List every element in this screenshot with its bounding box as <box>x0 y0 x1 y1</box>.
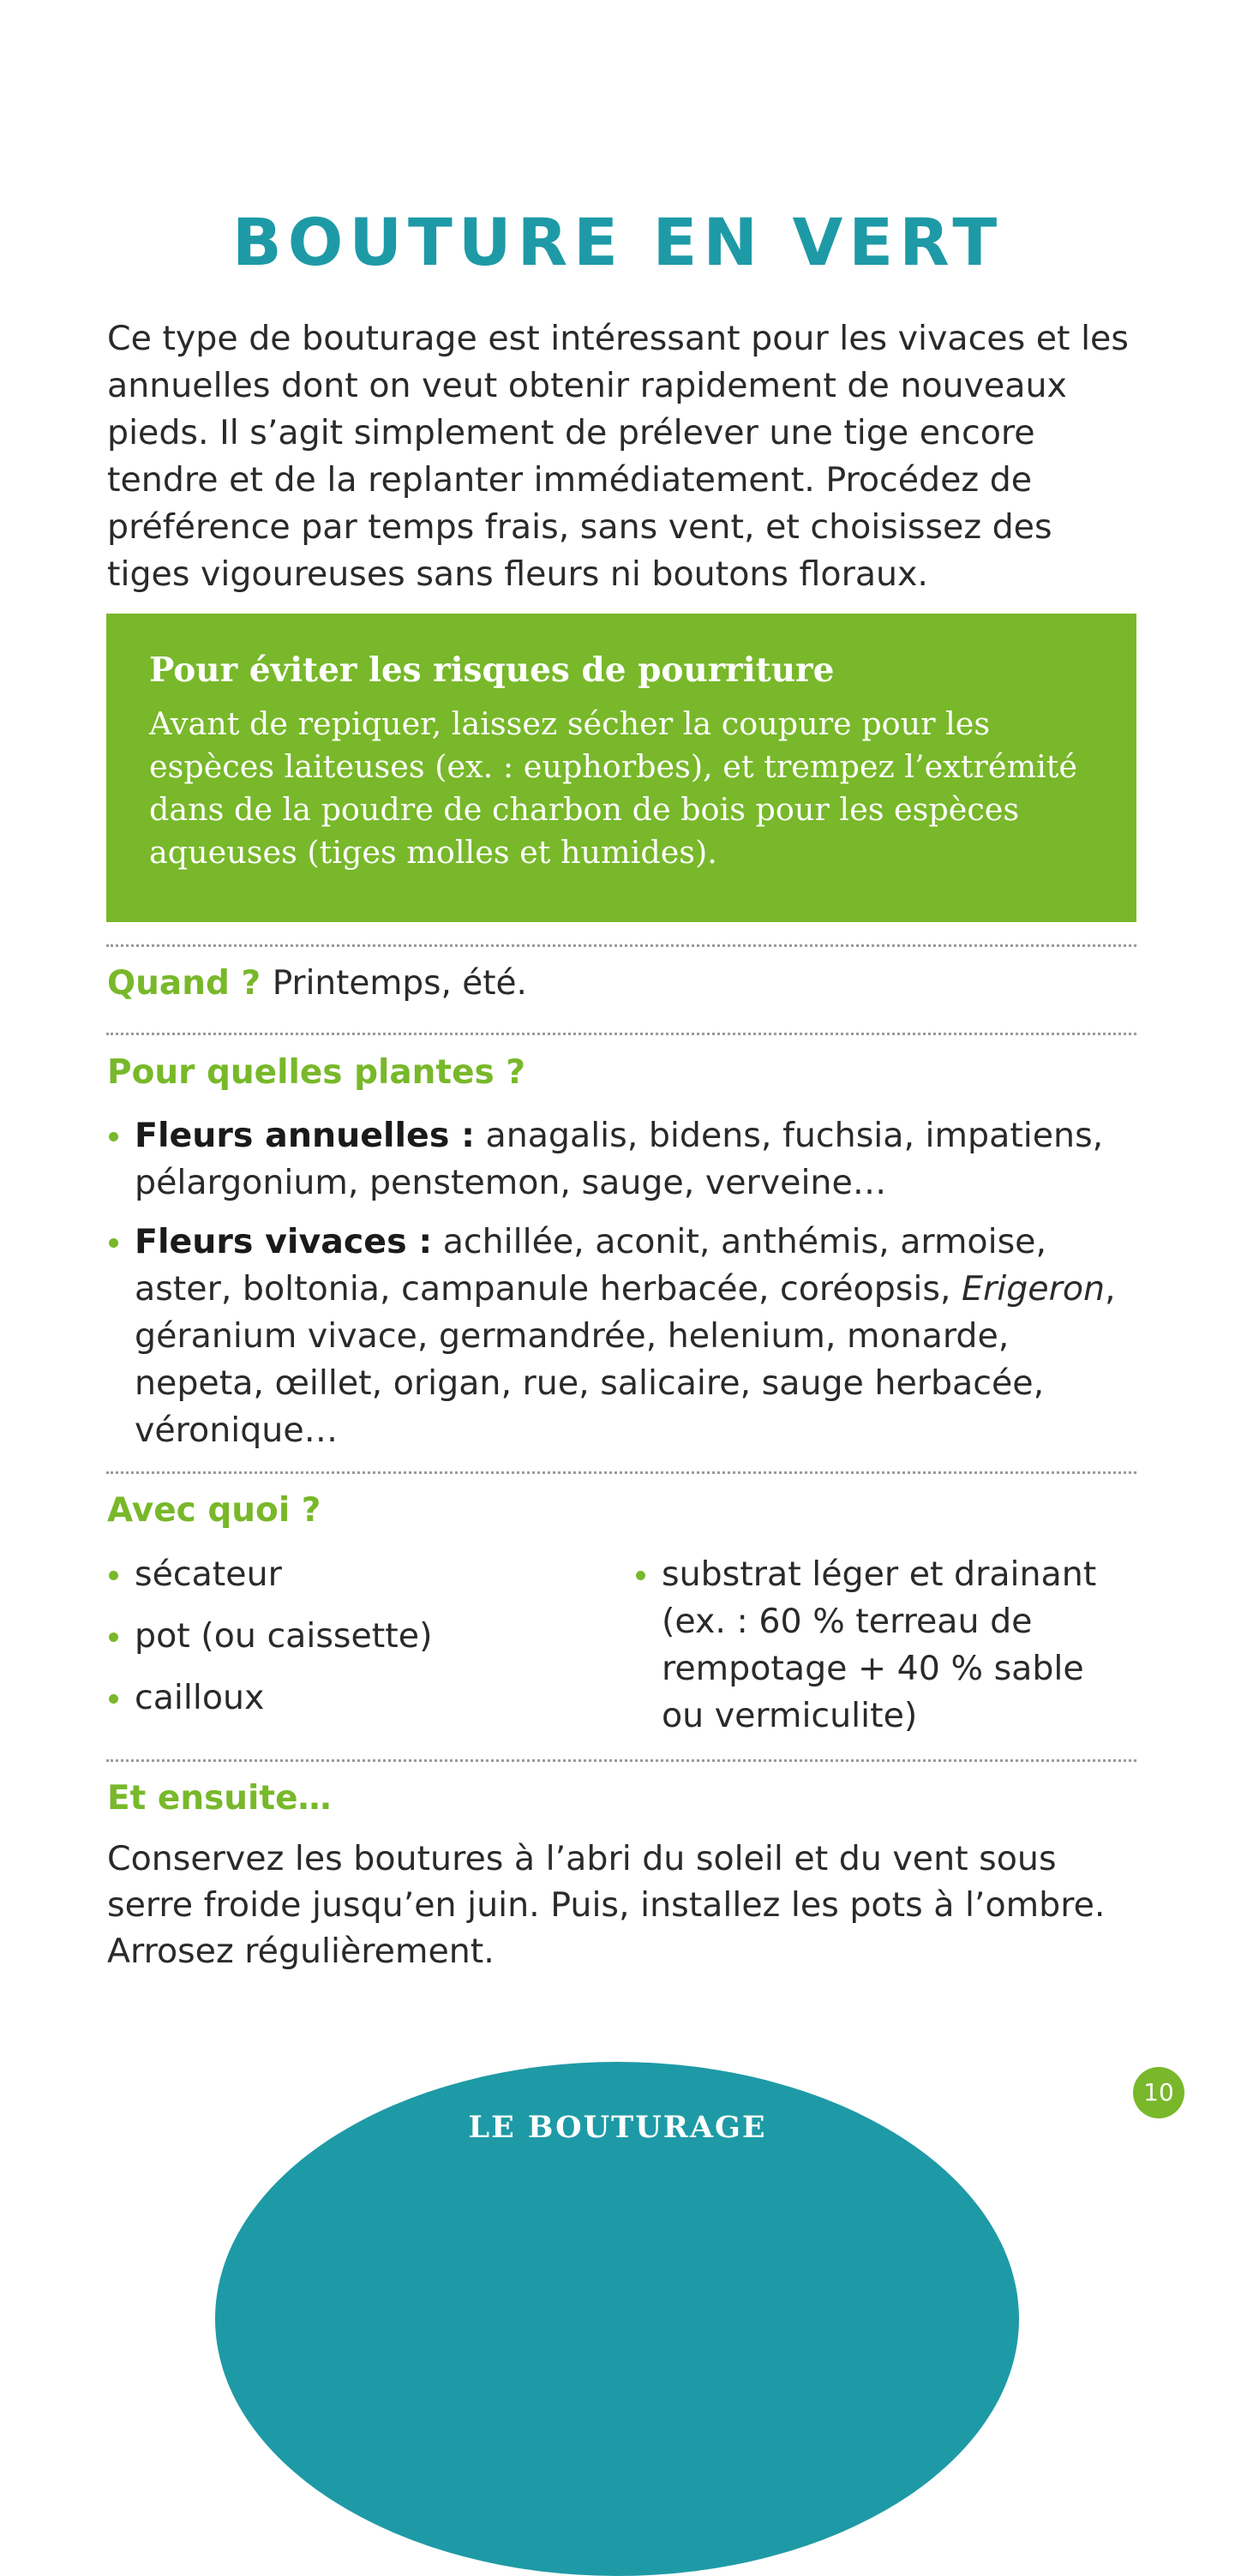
separator <box>106 1471 1136 1474</box>
perennial-italic: Erigeron <box>962 1269 1106 1309</box>
intro-paragraph: Ce type de bouturage est intéressant pour les vivaces et les annuelles dont on veut obtenir rapidement de nouveaux pieds. Il s’agit simplement de prélever une tige encore tendre et de la replanter immédiatement. Procédez de préférence par temps frais, sans vent, et choisissez des tiges vigoureuses sans fleurs ni boutons floraux. <box>107 319 1129 594</box>
when-value: Printemps, été. <box>272 964 527 1003</box>
bullet-icon <box>109 1632 118 1642</box>
when-line <box>107 964 527 1003</box>
tools-list-right <box>634 1551 1114 1740</box>
tip-text: Avant de repiquer, laissez sécher la coupure pour les espèces laiteuses (ex. : euphorbes), et trempez l’extrémité dans de la poudre de charbon de bois pour les espèces aqueuses (tiges molles et humides). <box>149 705 1078 871</box>
separator <box>106 944 1136 947</box>
separator <box>106 1759 1136 1762</box>
after-text: Conservez les boutures à l’abri du soleil et du vent sous serre froide jusqu’en juin. Puis, installez les pots à l’ombre. Arrosez régulièrement. <box>107 1839 1106 1971</box>
when-label: Quand ? <box>107 964 261 1003</box>
page-title: BOUTURE EN VERT <box>231 204 1004 280</box>
annual-label: Fleurs annuelles : <box>135 1116 475 1155</box>
tool-item: substrat léger et drainant (ex. : 60 % terreau de rempotage + 40 % sable ou vermiculite) <box>662 1555 1097 1735</box>
separator <box>106 1033 1136 1035</box>
list-item <box>107 1551 587 1598</box>
tool-item: pot (ou caissette) <box>135 1616 433 1656</box>
bullet-icon <box>109 1694 118 1704</box>
tip-title: Pour éviter les risques de pourriture <box>149 650 835 690</box>
bullet-icon <box>109 1571 118 1580</box>
section-label: LE BOUTURAGE <box>468 2110 767 2145</box>
perennial-text-end: , géranium vivace, germandrée, helenium, monarde, nepeta, œillet, origan, rue, salicaire, sauge herbacée, véronique… <box>135 1269 1116 1450</box>
bullet-icon <box>636 1571 645 1580</box>
list-item <box>107 1219 1144 1454</box>
tool-item: cailloux <box>135 1678 265 1717</box>
page-number: 10 <box>1133 2067 1184 2118</box>
plants-heading: Pour quelles plantes ? <box>107 1053 525 1092</box>
plants-list <box>107 1112 1144 1454</box>
bullet-icon <box>109 1238 118 1248</box>
list-item <box>634 1551 1114 1740</box>
perennial-label: Fleurs vivaces : <box>135 1222 433 1261</box>
list-item <box>107 1674 587 1722</box>
bullet-icon <box>109 1132 118 1141</box>
annual-text: anagalis, bidens, fuchsia, impatiens, pélargonium, penstemon, sauge, verveine… <box>135 1116 1104 1202</box>
after-heading: Et ensuite… <box>107 1779 332 1818</box>
tools-list-left <box>107 1551 587 1736</box>
tool-item: sécateur <box>135 1555 282 1594</box>
tools-heading: Avec quoi ? <box>107 1491 321 1530</box>
list-item <box>107 1112 1144 1207</box>
list-item <box>107 1613 587 1660</box>
perennial-text: achillée, aconit, anthémis, armoise, aster, boltonia, campanule herbacée, coréopsis, <box>135 1222 1047 1309</box>
tip-box <box>106 614 1136 922</box>
